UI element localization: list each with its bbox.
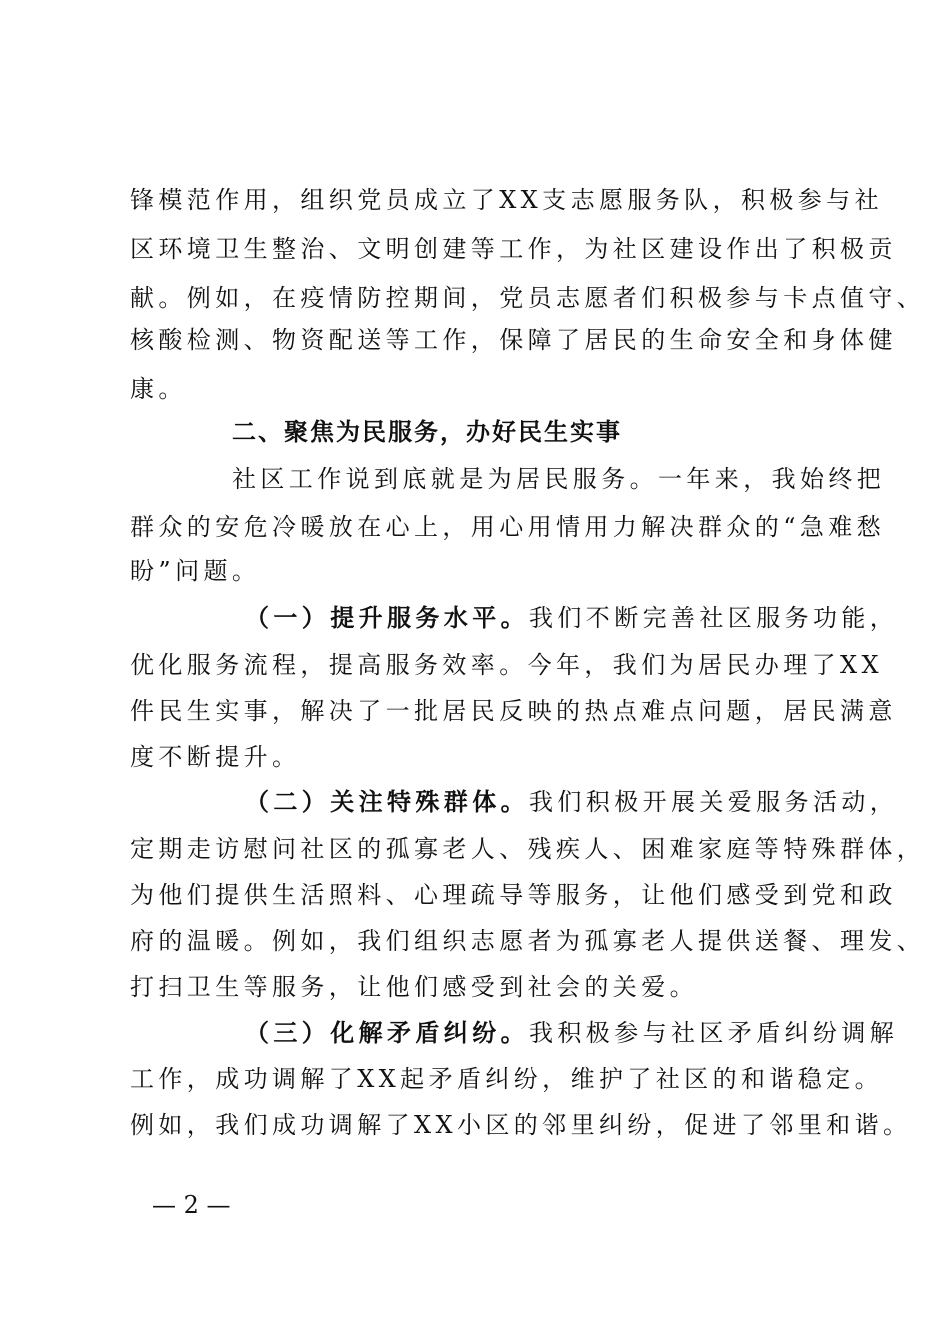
- item-3-first-line: [245, 1016, 898, 1050]
- item-1-line-4: 度不断提升。: [130, 743, 301, 771]
- item-1-title: （一）提升服务水平。: [245, 603, 529, 632]
- paragraph-2-line-2: 群众的安危冷暖放在心上，用心用情用力解决群众的“急难愁: [130, 513, 886, 541]
- item-2-line-4: 府的温暖。例如，我们组织志愿者为孤寡老人提供送餐、理发、: [130, 927, 926, 955]
- paragraph-1-line-1: 锋模范作用，组织党员成立了XX支志愿服务队，积极参与社: [130, 186, 883, 214]
- section-heading: 二、聚焦为民服务，办好民生实事: [232, 417, 622, 446]
- paragraph-1-line-4: 核酸检测、物资配送等工作，保障了居民的生命安全和身体健: [130, 326, 897, 354]
- page-number: — 2 —: [152, 1191, 231, 1219]
- item-2-line-5: 打扫卫生等服务，让他们感受到社会的关爱。: [130, 973, 698, 1001]
- item-3-first-line-rest: 我积极参与社区矛盾纠纷调解: [529, 1019, 899, 1047]
- item-3-title: （三）化解矛盾纠纷。: [245, 1018, 529, 1047]
- paragraph-2-line-1: 社区工作说到底就是为居民服务。一年来，我始终把: [232, 465, 886, 493]
- item-1-line-3: 件民生实事，解决了一批居民反映的热点难点问题，居民满意: [130, 697, 897, 725]
- item-2-line-2: 定期走访慰问社区的孤寡老人、残疾人、困难家庭等特殊群体，: [130, 835, 926, 863]
- paragraph-1-line-3: 献。例如，在疫情防控期间，党员志愿者们积极参与卡点值守、: [130, 284, 926, 312]
- item-1-line-2: 优化服务流程，提高服务效率。今年，我们为居民办理了XX: [130, 651, 883, 679]
- item-1-first-line: [245, 601, 898, 635]
- paragraph-2-line-3: 盼”问题。: [130, 557, 261, 585]
- item-1-first-line-rest: 我们不断完善社区服务功能，: [529, 604, 899, 632]
- item-3-line-3: 例如，我们成功调解了XX小区的邻里纠纷，促进了邻里和谐。: [130, 1111, 912, 1139]
- item-2-first-line: [245, 785, 898, 819]
- item-3-line-2: 工作，成功调解了XX起矛盾纠纷，维护了社区的和谐稳定。: [130, 1065, 883, 1093]
- item-2-title: （二）关注特殊群体。: [245, 787, 529, 816]
- paragraph-1-line-5: 康。: [130, 375, 187, 403]
- item-2-first-line-rest: 我们积极开展关爱服务活动，: [529, 788, 899, 816]
- paragraph-1-line-2: 区环境卫生整治、文明创建等工作，为社区建设作出了积极贡: [130, 235, 897, 263]
- item-2-line-3: 为他们提供生活照料、心理疏导等服务，让他们感受到党和政: [130, 881, 897, 909]
